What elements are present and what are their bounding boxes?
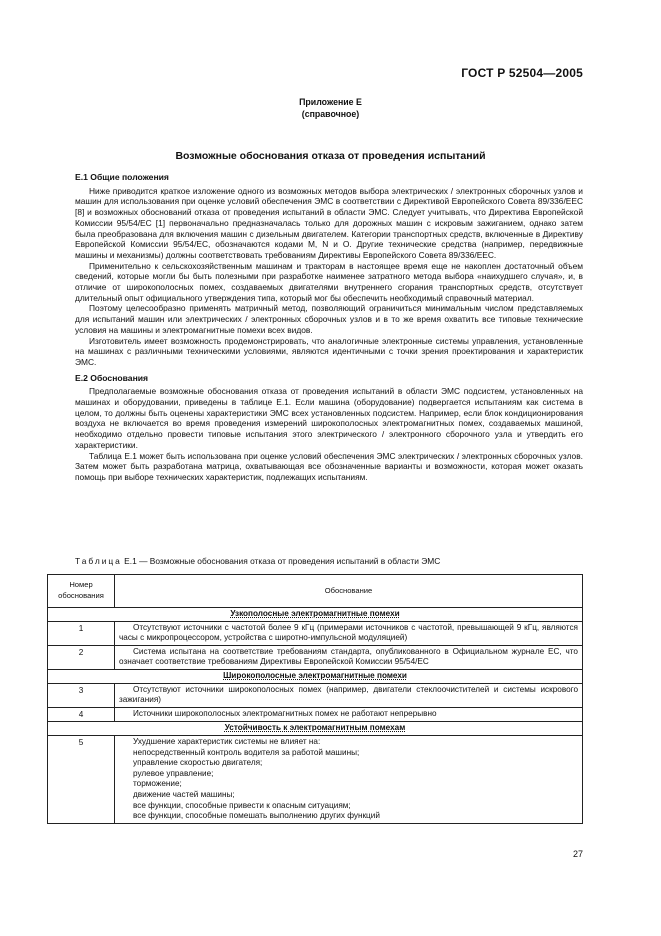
row-number: 4 (48, 707, 115, 722)
list-line: непосредственный контроль водителя за работой машины; (133, 747, 360, 757)
row-number: 2 (48, 645, 115, 669)
page-number: 27 (572, 849, 583, 859)
table-section-row (48, 608, 583, 622)
paragraph: Применительно к сельскохозяйственным машинам и тракторам в настоящее время еще не накоплен достаточный объем сведений, которые могли бы быть полезными при разработке наименее затратного метода выбора «наихудшего случая», и, в отличие от широкополосных помех, создаваемых двигателями внутреннего сгорания транспортных средств, отсутствует длительный опыт официального утверждения типа, который мог бы обеспечить необходимый справочный материал. (75, 260, 583, 303)
table-caption-prefix: Таблица (75, 556, 122, 566)
table-row (48, 683, 583, 707)
justification-table (47, 574, 583, 824)
paragraph: Поэтому целесообразно применять матричный метод, позволяющий ограничиться минимальным числом представляемых для испытаний машин или электрических / электронных сборочных узлов и в то же время охватить все типовые технические условия на машины и электромагнитные помехи всех видов. (75, 303, 583, 335)
row-text: Источники широкополосных электромагнитных помех не работают непрерывно (115, 707, 583, 722)
table-section-row (48, 722, 583, 736)
table-section-title: Устойчивость к электромагнитным помехам (224, 723, 406, 733)
row-text: Система испытана на соответствие требованиям стандарта, опубликованного в Официальном журнале ЕС, что означает соответствие требованиям Директивы Европейской Комиссии 95/54/ЕС (115, 645, 583, 669)
row-text (115, 735, 583, 823)
list-line: Ухудшение характеристик системы не влияет на: (133, 736, 321, 746)
row-text: Отсутствуют источники с частотой более 9 кГц (примерами источников с частотой, превышающей 9 кГц, являются часы с микропроцессором, устройства с широтно-импульсной модуляцией) (115, 621, 583, 645)
table-row (48, 621, 583, 645)
table-section-title: Узкополосные электромагнитные помехи (230, 609, 400, 618)
table-caption (75, 556, 583, 567)
list-line: все функции, способные помешать выполнению других функций (133, 811, 380, 821)
column-header-number: Номер обоснования (48, 575, 115, 608)
table-section-title: Широкополосные электромагнитные помехи (223, 670, 407, 680)
document-id: ГОСТ Р 52504—2005 (461, 66, 583, 80)
paragraph: Ниже приводится краткое изложение одного из возможных методов выбора электрических / электронных сборочных узлов и машин для использования при оценке условий обеспечения ЭМС в соответствии с Директивой Европейского Совета 89/336/ЕЕС [8] и возможных обоснований отказа от проведения испытаний в области ЭМС. Следует учитывать, что Директива Европейской Комиссии 95/54/ЕС [1] первоначально предназначалась только для дорожных машин с искровым зажиганием, однако затем была преобразована для включения машин с дизельным двигателем. Категории транспортных средств, включенные в Директиву Европейской Комиссии 95/54/ЕС, обозначаются кодами M, N и O. Другие технические средства (например, передвижные машины и механизмы) должны соответствовать требованиям Директивы Европейского Совета 89/336/ЕЕС. (75, 185, 583, 260)
table-caption-text: Е.1 — Возможные обоснования отказа от проведения испытаний в области ЭМС (121, 556, 441, 566)
appendix-heading (0, 96, 661, 120)
row-number: 1 (48, 621, 115, 645)
column-header-reason: Обоснование (115, 575, 583, 608)
list-line: движение частей машины; (133, 789, 235, 799)
row-number: 5 (48, 735, 115, 823)
section-heading-e2: Е.2 Обоснования (75, 372, 149, 383)
body-text (75, 170, 583, 483)
table-row (48, 735, 583, 823)
list-line: торможение; (133, 779, 182, 789)
paragraph: Изготовитель имеет возможность продемонстрировать, что аналогичные электронные системы управления, установленные на машинах с различными техническими условиями, являются идентичными с точки зрения проектирования и характеристик ЭМС. (75, 335, 583, 367)
table-section-row (48, 669, 583, 683)
table-row (48, 707, 583, 722)
list-line: все функции, способные привести к опасным ситуациям; (133, 800, 351, 810)
section-heading-e1: Е.1 Общие положения (75, 172, 169, 182)
paragraph: Таблица Е.1 может быть использована при оценке условий обеспечения ЭМС электрических / электронных сборочных узлов. Затем может быть разработана матрица, охватывающая все обозначенные варианты и возможности, которая может оказать помощь при выборе технических характеристик, подлежащих испытаниям. (75, 450, 583, 482)
table-row (48, 645, 583, 669)
paragraph: Предполагаемые возможные обоснования отказа от проведения испытаний в области ЭМС подсистем, установленных на машинах и оборудовании, приведены в таблице Е.1. Если машина (оборудование) подвергается испытаниям как система в целом, то должны быть оценены характеристики ЭМС всех установленных подсистем. Например, если блок кондиционирования воздуха не включается во время проведения измерений широкополосных электромагнитных помех, создаваемых машиной, необходимо отдельно провести типовые испытания этого электрического / электронного сборочного узла и утвердить его характеристики. (75, 386, 583, 450)
appendix-label: Приложение Е (299, 97, 362, 107)
appendix-title: Возможные обоснования отказа от проведения испытаний (175, 150, 486, 162)
list-line: управление скоростью двигателя; (133, 758, 263, 768)
appendix-note: (справочное) (301, 109, 360, 119)
row-number: 3 (48, 683, 115, 707)
list-line: рулевое управление; (133, 768, 214, 778)
table-header-row (48, 575, 583, 608)
row-text: Отсутствуют источники широкополосных помех (например, двигатели стеклоочистителей и системы искрового зажигания) (115, 683, 583, 707)
